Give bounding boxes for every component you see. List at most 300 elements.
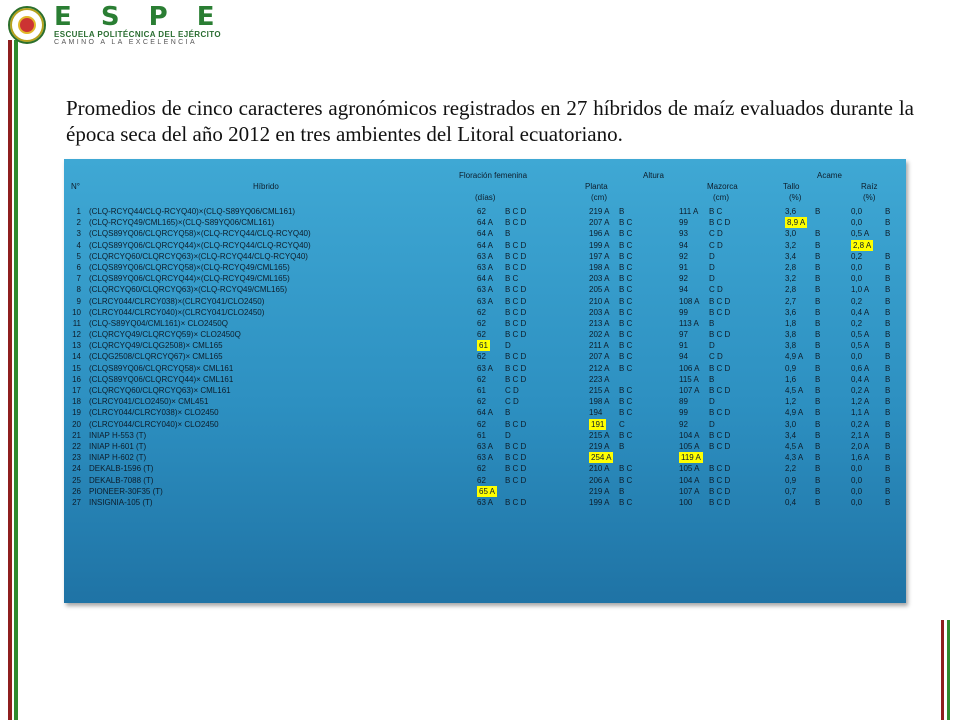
cell-mazorca-letters: D — [709, 274, 715, 284]
cell-tallo: 3,0 — [785, 229, 797, 239]
cell-floracion-letters: B C D — [505, 285, 527, 295]
cell-floracion-letters: B C D — [505, 441, 527, 451]
cell-floracion-letters: B — [505, 229, 511, 239]
cell-raiz-letters: B — [885, 430, 891, 440]
cell-raiz: 2,0 A — [851, 441, 870, 451]
cell-mazorca: 115 A — [679, 374, 699, 384]
cell-mazorca: 91 — [679, 262, 688, 272]
cell-raiz: 0,4 A — [851, 307, 870, 317]
cell-mazorca: 99 — [679, 408, 688, 418]
cell-floracion: 62 — [477, 397, 486, 407]
cell-number: 14 — [72, 352, 81, 362]
cell-planta-letters: B C — [619, 475, 633, 485]
cell-tallo: 1,2 — [785, 397, 797, 407]
cell-mazorca-letters: B C D — [709, 330, 731, 340]
cell-planta: 210 A — [589, 464, 610, 474]
cell-number: 24 — [72, 464, 81, 474]
header-raiz: Raíz — [861, 182, 878, 191]
cell-tallo: 4,5 A — [785, 441, 804, 451]
table-row — [67, 206, 903, 217]
cell-raiz: 0,2 — [851, 296, 863, 306]
cell-mazorca: 106 A — [679, 363, 700, 373]
cell-number: 7 — [76, 274, 81, 284]
cell-raiz-letters: B — [885, 419, 891, 429]
cell-planta-letters: B C — [619, 274, 633, 284]
cell-mazorca: 92 — [679, 419, 688, 429]
cell-tallo-letters: B — [815, 374, 821, 384]
cell-tallo-letters: B — [815, 352, 821, 362]
brand-motto: CAMINO A LA EXCELENCIA — [54, 39, 198, 46]
cell-hibrido: (CLQRCYQ60/CLQRCYQ63)× CML161 — [89, 386, 231, 395]
cell-raiz-letters: B — [885, 251, 891, 261]
cell-floracion-letters: B C D — [505, 497, 527, 507]
cell-hibrido: (CLQ-S89YQ04/CML161)× CLO2450Q — [89, 318, 228, 328]
cell-planta-letters: B C — [619, 386, 633, 395]
cell-number: 16 — [72, 374, 81, 384]
cell-planta: 199 A — [589, 240, 610, 250]
cell-raiz-letters: B — [885, 408, 891, 418]
cell-tallo: 4,5 A — [785, 386, 804, 395]
cell-number: 22 — [72, 441, 81, 451]
cell-raiz-letters: B — [885, 341, 891, 351]
cell-floracion-letters: C D — [505, 397, 519, 407]
cell-raiz-letters: B — [885, 285, 891, 295]
cell-tallo: 3,4 — [785, 251, 797, 261]
cell-tallo: 0,7 — [785, 486, 797, 496]
cell-tallo-letters: B — [815, 274, 821, 284]
cell-floracion: 62 — [477, 318, 486, 328]
cell-hibrido: (CLQS89YQ06/CLQRCYQ44)×(CLQ-RCYQ49/CML165) — [89, 274, 290, 284]
data-table-panel — [64, 159, 906, 603]
cell-floracion: 63 A — [477, 497, 494, 507]
cell-tallo: 3,6 — [785, 307, 797, 317]
data-table — [67, 171, 903, 508]
cell-mazorca-letters: B C — [709, 207, 723, 216]
cell-raiz: 1,6 A — [851, 453, 870, 463]
cell-mazorca-letters: B C D — [709, 307, 731, 317]
table-row — [67, 284, 903, 295]
slide-caption: Promedios de cinco caracteres agronómicos registrados en 27 híbridos de maíz evaluados durante la época seca del año 2012 en tres ambientes del Litoral ecuatoriano. — [66, 96, 914, 146]
header-acame: Acame — [817, 171, 842, 180]
cell-mazorca: 111 A — [679, 207, 699, 216]
cell-number: 11 — [72, 318, 81, 328]
cell-planta: 199 A — [589, 497, 610, 507]
cell-mazorca: 93 — [679, 229, 688, 239]
cell-planta: 219 A — [589, 441, 610, 451]
cell-planta: 198 A — [589, 397, 610, 407]
header-mazorca: Mazorca — [707, 182, 738, 191]
cell-floracion-letters: B C D — [505, 318, 527, 328]
cell-tallo: 3,8 — [785, 341, 797, 351]
cell-hibrido: (CLQS89YQ06/CLQRCYQ58)× CML161 — [89, 363, 234, 373]
header-pct-tallo: (%) — [789, 193, 802, 202]
cell-hibrido: (CLRCY044/CLRCY040)×(CLRCY041/CLO2450) — [89, 307, 265, 317]
cell-number: 4 — [76, 240, 81, 250]
cell-hibrido: PIONEER-30F35 (T) — [89, 486, 163, 496]
cell-floracion-letters: B C D — [505, 330, 527, 340]
cell-floracion: 63 A — [477, 363, 494, 373]
cell-tallo-letters: B — [815, 307, 821, 317]
espe-seal-icon — [8, 6, 46, 44]
cell-hibrido: DEKALB-7088 (T) — [89, 475, 154, 485]
cell-planta: 213 A — [589, 318, 610, 328]
cell-floracion: 62 — [477, 307, 486, 317]
cell-floracion: 64 A — [477, 408, 494, 418]
espe-logo — [8, 4, 224, 46]
cell-number: 10 — [72, 307, 81, 317]
cell-hibrido: (CLQRCYQ60/CLQRCYQ63)×(CLQ-RCYQ49/CML165) — [89, 285, 288, 295]
cell-floracion-letters: B C D — [505, 218, 527, 228]
cell-tallo-letters: B — [815, 341, 821, 351]
cell-mazorca-letters: C D — [709, 240, 723, 250]
cell-hibrido: (CLQ-RCYQ44/CLQ-RCYQ40)×(CLQ-S89YQ06/CML161) — [89, 207, 296, 216]
cell-tallo: 1,8 — [785, 318, 797, 328]
cell-raiz: 0,2 A — [851, 386, 870, 395]
cell-mazorca: 107 A — [679, 486, 700, 496]
cell-hibrido: (CLRCY041/CLO2450)× CML451 — [89, 397, 209, 407]
cell-tallo: 4,3 A — [785, 453, 804, 463]
cell-raiz-letters: B — [885, 262, 891, 272]
cell-hibrido: DEKALB-1596 (T) — [89, 464, 154, 474]
cell-floracion-letters: B C D — [505, 307, 527, 317]
cell-mazorca: 100 — [679, 497, 693, 507]
cell-tallo: 4,9 A — [785, 352, 804, 362]
cell-raiz: 0,0 — [851, 352, 863, 362]
cell-raiz-letters: B — [885, 464, 891, 474]
cell-raiz-letters: B — [885, 318, 891, 328]
cell-planta-letters: B C — [619, 397, 633, 407]
cell-floracion: 62 — [477, 419, 486, 429]
cell-mazorca: 105 A — [679, 464, 700, 474]
cell-floracion: 63 A — [477, 441, 494, 451]
cell-planta-letters: B C — [619, 218, 633, 228]
cell-mazorca: 107 A — [679, 386, 700, 395]
header-cm-planta: (cm) — [591, 193, 607, 202]
right-red-stripe — [941, 620, 944, 720]
cell-raiz: 0,0 — [851, 464, 863, 474]
cell-hibrido: (CLQG2508/CLQRCYQ67)× CML165 — [89, 352, 223, 362]
cell-number: 26 — [72, 486, 81, 496]
cell-floracion: 64 A — [477, 274, 494, 284]
cell-raiz: 0,6 A — [851, 363, 870, 373]
cell-tallo: 2,8 — [785, 285, 797, 295]
cell-floracion: 62 — [477, 374, 486, 384]
cell-planta: 223 A — [589, 374, 610, 384]
table-row — [67, 374, 903, 385]
cell-number: 27 — [72, 497, 81, 507]
cell-floracion-letters: B C D — [505, 475, 527, 485]
table-row — [67, 430, 903, 441]
cell-raiz: 1,1 A — [851, 408, 870, 418]
cell-tallo: 2,8 — [785, 262, 797, 272]
cell-planta: 206 A — [589, 475, 610, 485]
brand-subtitle: ESCUELA POLITÉCNICA DEL EJÉRCITO — [54, 30, 222, 39]
table-row — [67, 486, 903, 497]
cell-raiz: 0,0 — [851, 486, 863, 496]
cell-tallo-letters: B — [815, 240, 821, 250]
cell-floracion: 65 A — [479, 486, 496, 496]
table-row — [67, 340, 903, 351]
cell-number: 13 — [72, 341, 81, 351]
cell-floracion: 61 — [479, 341, 488, 351]
cell-planta-letters: B C — [619, 229, 633, 239]
cell-floracion-letters: B C D — [505, 374, 527, 384]
cell-mazorca: 91 — [679, 341, 688, 351]
cell-tallo-letters: B — [815, 363, 821, 373]
table-row — [67, 329, 903, 340]
cell-planta: 202 A — [589, 330, 610, 340]
header-hibrido: Híbrido — [253, 182, 279, 191]
table-row — [67, 463, 903, 474]
cell-number: 3 — [76, 229, 81, 239]
cell-tallo-letters: B — [815, 296, 821, 306]
cell-number: 1 — [76, 207, 81, 216]
cell-planta: 215 A — [589, 430, 610, 440]
cell-mazorca: 105 A — [679, 441, 700, 451]
cell-planta: 197 A — [589, 251, 610, 261]
cell-raiz-letters: B — [885, 374, 891, 384]
cell-floracion-letters: D — [505, 341, 511, 351]
cell-planta-letters: B C — [619, 251, 633, 261]
table-row — [67, 228, 903, 239]
cell-mazorca-letters: B — [709, 318, 715, 328]
cell-tallo: 2,7 — [785, 296, 797, 306]
cell-raiz-letters: B — [885, 207, 891, 216]
cell-planta: 191 — [591, 419, 605, 429]
table-row — [67, 262, 903, 273]
cell-raiz: 0,5 A — [851, 341, 870, 351]
cell-number: 8 — [76, 285, 81, 295]
cell-number: 21 — [72, 430, 81, 440]
table-row — [67, 217, 903, 228]
cell-mazorca: 108 A — [679, 296, 700, 306]
cell-tallo-letters: B — [815, 386, 821, 395]
cell-number: 18 — [72, 397, 81, 407]
cell-number: 6 — [76, 262, 81, 272]
cell-number: 20 — [72, 419, 81, 429]
cell-hibrido: INIAP H-553 (T) — [89, 430, 147, 440]
cell-mazorca-letters: D — [709, 251, 715, 261]
cell-hibrido: INIAP H-602 (T) — [89, 453, 147, 463]
cell-number: 19 — [72, 408, 81, 418]
cell-planta: 215 A — [589, 386, 610, 395]
cell-tallo-letters: B — [815, 262, 821, 272]
cell-raiz: 0,0 — [851, 274, 863, 284]
cell-tallo: 4,9 A — [785, 408, 804, 418]
cell-planta-letters: B C — [619, 240, 633, 250]
cell-tallo: 0,9 — [785, 363, 797, 373]
cell-tallo-letters: B — [815, 464, 821, 474]
table-row — [67, 273, 903, 284]
cell-mazorca-letters: C D — [709, 285, 723, 295]
cell-planta-letters: B C — [619, 262, 633, 272]
cell-floracion: 62 — [477, 475, 486, 485]
table-row — [67, 240, 903, 251]
cell-tallo-letters: B — [815, 330, 821, 340]
cell-planta: 196 A — [589, 229, 610, 239]
cell-planta: 207 A — [589, 352, 610, 362]
cell-planta-letters: B C — [619, 430, 633, 440]
cell-planta: 194 — [589, 408, 603, 418]
cell-mazorca-letters: C D — [709, 229, 723, 239]
cell-planta: 203 A — [589, 274, 610, 284]
cell-floracion-letters: B C D — [505, 240, 527, 250]
cell-raiz-letters: B — [885, 475, 891, 485]
cell-tallo-letters: B — [815, 486, 821, 496]
cell-planta: 198 A — [589, 262, 610, 272]
cell-raiz-letters: B — [885, 218, 891, 228]
table-row — [67, 396, 903, 407]
cell-floracion: 63 A — [477, 251, 494, 261]
cell-raiz-letters: B — [885, 296, 891, 306]
cell-mazorca-letters: B C D — [709, 464, 731, 474]
table-row — [67, 497, 903, 508]
cell-hibrido: (CLRCY044/CLRCY038)× CLO2450 — [89, 408, 219, 418]
cell-mazorca: 94 — [679, 352, 688, 362]
cell-mazorca-letters: D — [709, 341, 715, 351]
header-cm-mazorca: (cm) — [713, 193, 729, 202]
cell-mazorca-letters: B C D — [709, 475, 731, 485]
cell-hibrido: (CLQRCYQ49/CLQRCYQ59)× CLO2450Q — [89, 330, 241, 340]
cell-tallo-letters: B — [815, 430, 821, 440]
cell-raiz: 0,0 — [851, 262, 863, 272]
table-row — [67, 296, 903, 307]
cell-planta: 210 A — [589, 296, 610, 306]
cell-floracion-letters: B C D — [505, 363, 527, 373]
cell-raiz: 0,2 — [851, 251, 863, 261]
cell-mazorca-letters: D — [709, 397, 715, 407]
cell-number: 9 — [76, 296, 81, 306]
cell-floracion: 63 A — [477, 262, 494, 272]
cell-raiz-letters: B — [885, 274, 891, 284]
cell-floracion-letters: D — [505, 430, 511, 440]
cell-raiz: 0,4 A — [851, 374, 870, 384]
cell-raiz-letters: B — [885, 453, 891, 463]
cell-planta-letters: B C — [619, 296, 633, 306]
cell-mazorca-letters: B C D — [709, 430, 731, 440]
table-row — [67, 385, 903, 396]
cell-raiz-letters: B — [885, 307, 891, 317]
cell-floracion: 62 — [477, 207, 486, 216]
cell-mazorca-letters: B C D — [709, 386, 731, 395]
cell-hibrido: (CLQRCYQ60/CLQRCYQ63)×(CLQ-RCYQ44/CLQ-RCYQ40) — [89, 251, 308, 261]
cell-mazorca-letters: B C D — [709, 441, 731, 451]
cell-raiz: 1,2 A — [851, 397, 870, 407]
cell-number: 23 — [72, 453, 81, 463]
cell-raiz-letters: B — [885, 229, 891, 239]
cell-number: 2 — [76, 218, 81, 228]
cell-floracion-letters: B C — [505, 274, 519, 284]
cell-mazorca-letters: B C D — [709, 296, 731, 306]
cell-tallo-letters: B — [815, 285, 821, 295]
cell-tallo: 0,9 — [785, 475, 797, 485]
cell-raiz: 0,5 A — [851, 229, 870, 239]
cell-mazorca: 97 — [679, 330, 688, 340]
cell-hibrido: INIAP H-601 (T) — [89, 441, 147, 451]
cell-mazorca: 92 — [679, 274, 688, 284]
cell-planta-letters: B — [619, 207, 625, 216]
cell-planta-letters: B C — [619, 497, 633, 507]
table-row — [67, 475, 903, 486]
header-altura: Altura — [643, 171, 664, 180]
cell-planta-letters: B C — [619, 363, 633, 373]
cell-floracion: 62 — [477, 464, 486, 474]
cell-mazorca: 99 — [679, 307, 688, 317]
cell-number: 12 — [72, 330, 81, 340]
table-row — [67, 441, 903, 452]
cell-planta: 203 A — [589, 307, 610, 317]
cell-floracion-letters: B C D — [505, 262, 527, 272]
cell-tallo-letters: B — [815, 318, 821, 328]
cell-floracion: 64 A — [477, 229, 494, 239]
cell-floracion: 63 A — [477, 453, 494, 463]
cell-mazorca: 104 A — [679, 430, 700, 440]
table-row — [67, 351, 903, 362]
cell-mazorca-letters: B C D — [709, 497, 731, 507]
cell-tallo: 3,4 — [785, 430, 797, 440]
cell-mazorca: 113 A — [679, 318, 699, 328]
cell-planta-letters: B — [619, 441, 625, 451]
cell-planta: 219 A — [589, 486, 610, 496]
cell-floracion: 61 — [477, 386, 486, 395]
cell-number: 5 — [76, 251, 81, 261]
cell-planta-letters: B C — [619, 330, 633, 340]
cell-mazorca-letters: B C D — [709, 486, 731, 496]
table-row — [67, 363, 903, 374]
left-green-stripe — [14, 40, 18, 720]
cell-planta-letters: B C — [619, 341, 633, 351]
cell-hibrido: (CLQS89YQ06/CLQRCYQ44)× CML161 — [89, 374, 234, 384]
cell-planta: 205 A — [589, 285, 610, 295]
header-floracion: Floración femenina — [459, 171, 528, 180]
cell-planta-letters: B C — [619, 464, 633, 474]
cell-tallo-letters: B — [815, 251, 821, 261]
cell-hibrido: (CLQ-RCYQ49/CML165)×(CLQ-S89YQ06/CML161) — [89, 218, 275, 228]
cell-mazorca-letters: D — [709, 262, 715, 272]
cell-floracion-letters: B C D — [505, 352, 527, 362]
cell-number: 15 — [72, 363, 81, 373]
cell-raiz-letters: B — [885, 363, 891, 373]
cell-hibrido: (CLRCY044/CLRCY038)×(CLRCY041/CLO2450) — [89, 296, 265, 306]
cell-tallo: 1,6 — [785, 374, 797, 384]
cell-floracion: 64 A — [477, 218, 494, 228]
cell-mazorca-letters: C D — [709, 352, 723, 362]
cell-tallo: 3,2 — [785, 274, 797, 284]
cell-planta: 207 A — [589, 218, 610, 228]
header-dias: (días) — [475, 193, 496, 202]
cell-tallo-letters: B — [815, 397, 821, 407]
cell-raiz: 0,0 — [851, 218, 863, 228]
cell-raiz: 1,0 A — [851, 285, 870, 295]
cell-mazorca: 92 — [679, 251, 688, 261]
cell-raiz: 0,2 — [851, 318, 863, 328]
cell-raiz: 2,1 A — [851, 430, 870, 440]
cell-mazorca: 119 A — [681, 453, 701, 463]
cell-floracion: 64 A — [477, 240, 494, 250]
table-body — [67, 206, 903, 508]
table-header — [67, 171, 903, 206]
cell-tallo-letters: B — [815, 475, 821, 485]
cell-raiz: 2,8 A — [853, 240, 872, 250]
cell-floracion-letters: B C D — [505, 464, 527, 474]
header-tallo: Tallo — [783, 182, 800, 191]
cell-floracion-letters: C D — [505, 386, 519, 395]
cell-floracion: 63 A — [477, 285, 494, 295]
cell-mazorca-letters: B C D — [709, 218, 731, 228]
table-row — [67, 318, 903, 329]
cell-mazorca-letters: B C D — [709, 408, 731, 418]
cell-planta-letters: B — [619, 486, 625, 496]
